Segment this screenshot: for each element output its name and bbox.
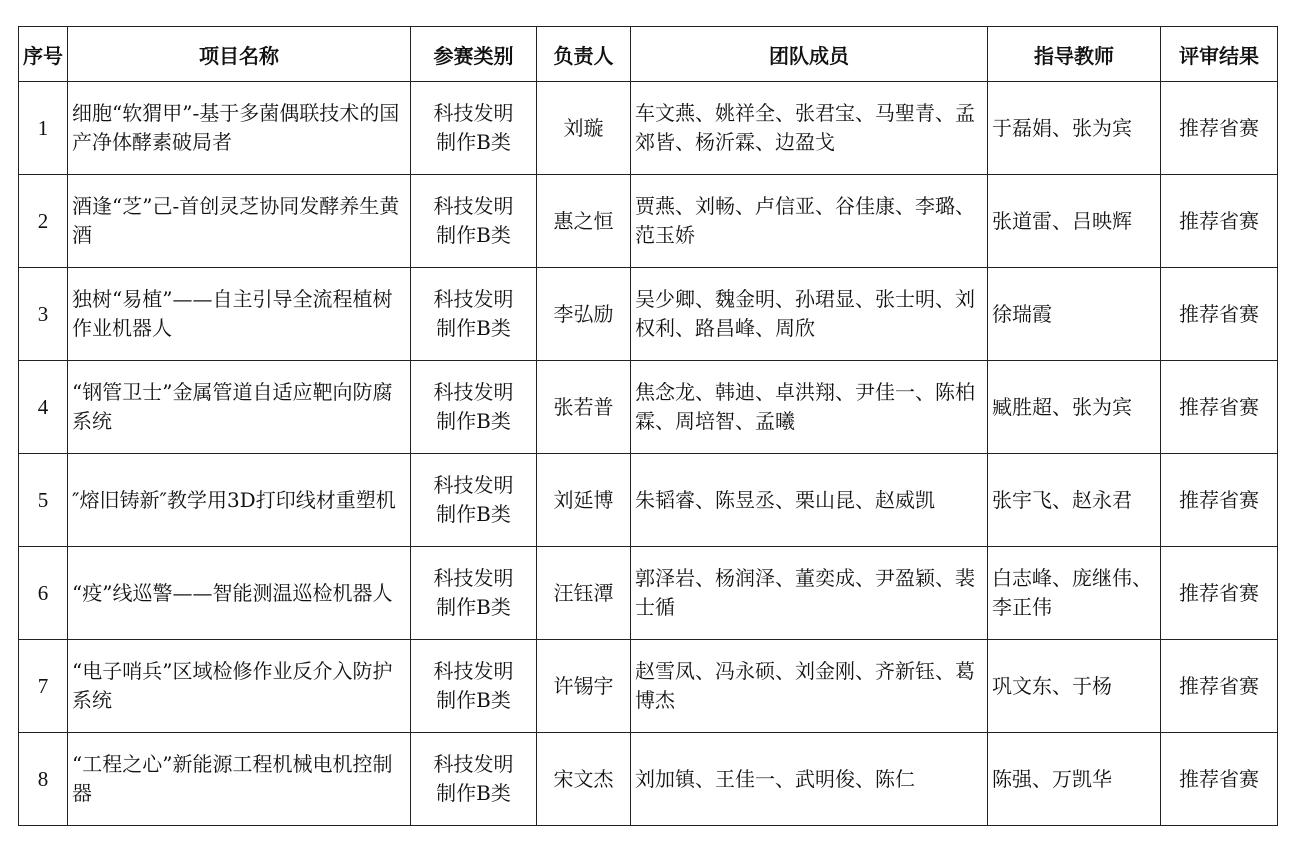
category-line2: 制作B类 xyxy=(436,502,511,526)
table-row xyxy=(19,640,1278,733)
row-project-name: “电子哨兵”区域检修作业反介入防护系统 xyxy=(68,640,411,733)
row-index: 4 xyxy=(19,361,68,454)
row-index: 2 xyxy=(19,175,68,268)
row-category xyxy=(411,175,537,268)
row-project-name: 独树“易植”——自主引导全流程植树作业机器人 xyxy=(68,268,411,361)
row-result: 推荐省赛 xyxy=(1161,454,1278,547)
row-result: 推荐省赛 xyxy=(1161,547,1278,640)
row-index: 7 xyxy=(19,640,68,733)
table-row xyxy=(19,82,1278,175)
row-index: 8 xyxy=(19,733,68,826)
header-team-members: 团队成员 xyxy=(631,27,988,82)
row-advisors: 巩文东、于杨 xyxy=(988,640,1161,733)
row-category xyxy=(411,82,537,175)
row-index: 6 xyxy=(19,547,68,640)
row-leader: 惠之恒 xyxy=(537,175,631,268)
category-line1: 科技发明 xyxy=(433,752,514,776)
row-advisors: 张道雷、吕映辉 xyxy=(988,175,1161,268)
results-table xyxy=(18,26,1278,826)
row-leader: 李弘励 xyxy=(537,268,631,361)
row-leader: 许锡宇 xyxy=(537,640,631,733)
table-row xyxy=(19,361,1278,454)
header-advisors: 指导教师 xyxy=(988,27,1161,82)
row-category xyxy=(411,733,537,826)
category-line1: 科技发明 xyxy=(433,659,514,683)
row-leader: 张若普 xyxy=(537,361,631,454)
row-project-name: 酒逢“芝”己-首创灵芝协同发酵养生黄酒 xyxy=(68,175,411,268)
row-project-name: “疫”线巡警——智能测温巡检机器人 xyxy=(68,547,411,640)
category-line2: 制作B类 xyxy=(436,595,511,619)
header-category: 参赛类别 xyxy=(411,27,537,82)
row-advisors: 张宇飞、赵永君 xyxy=(988,454,1161,547)
row-category xyxy=(411,361,537,454)
row-team-members: 车文燕、姚祥全、张君宝、马聖青、孟郊皆、杨沂霖、边盈戈 xyxy=(631,82,988,175)
row-project-name: “工程之心”新能源工程机械电机控制器 xyxy=(68,733,411,826)
header-leader: 负责人 xyxy=(537,27,631,82)
category-line1: 科技发明 xyxy=(433,473,514,497)
category-line2: 制作B类 xyxy=(436,130,511,154)
table-header-row xyxy=(19,27,1278,82)
row-category xyxy=(411,547,537,640)
table-row xyxy=(19,733,1278,826)
row-leader: 汪钰潭 xyxy=(537,547,631,640)
header-result: 评审结果 xyxy=(1161,27,1278,82)
row-team-members: 刘加镇、王佳一、武明俊、陈仁 xyxy=(631,733,988,826)
header-index: 序号 xyxy=(19,27,68,82)
results-table-container xyxy=(18,26,1277,826)
table-row xyxy=(19,454,1278,547)
row-result: 推荐省赛 xyxy=(1161,361,1278,454)
row-result: 推荐省赛 xyxy=(1161,268,1278,361)
row-category xyxy=(411,640,537,733)
category-line1: 科技发明 xyxy=(433,194,514,218)
row-index: 5 xyxy=(19,454,68,547)
table-row xyxy=(19,268,1278,361)
row-result: 推荐省赛 xyxy=(1161,82,1278,175)
table-row xyxy=(19,547,1278,640)
category-line1: 科技发明 xyxy=(433,101,514,125)
row-team-members: 赵雪凤、冯永硕、刘金刚、齐新钰、葛博杰 xyxy=(631,640,988,733)
row-result: 推荐省赛 xyxy=(1161,175,1278,268)
category-line2: 制作B类 xyxy=(436,316,511,340)
row-team-members: 贾燕、刘畅、卢信亚、谷佳康、李璐、范玉娇 xyxy=(631,175,988,268)
category-line1: 科技发明 xyxy=(433,287,514,311)
row-project-name: 细胞“软猬甲”-基于多菌偶联技术的国产净体酵素破局者 xyxy=(68,82,411,175)
table-row xyxy=(19,175,1278,268)
row-project-name: “钢管卫士”金属管道自适应靶向防腐系统 xyxy=(68,361,411,454)
row-advisors: 于磊娟、张为宾 xyxy=(988,82,1161,175)
row-leader: 宋文杰 xyxy=(537,733,631,826)
row-category xyxy=(411,454,537,547)
row-advisors: 徐瑞霞 xyxy=(988,268,1161,361)
row-advisors: 臧胜超、张为宾 xyxy=(988,361,1161,454)
row-advisors: 白志峰、庞继伟、李正伟 xyxy=(988,547,1161,640)
row-team-members: 朱韬睿、陈昱丞、栗山昆、赵威凯 xyxy=(631,454,988,547)
row-team-members: 焦念龙、韩迪、卓洪翔、尹佳一、陈柏霖、周培智、孟曦 xyxy=(631,361,988,454)
category-line1: 科技发明 xyxy=(433,566,514,590)
category-line1: 科技发明 xyxy=(433,380,514,404)
category-line2: 制作B类 xyxy=(436,781,511,805)
row-team-members: 郭泽岩、杨润泽、董奕成、尹盈颖、裴士循 xyxy=(631,547,988,640)
header-project-name: 项目名称 xyxy=(68,27,411,82)
row-category xyxy=(411,268,537,361)
category-line2: 制作B类 xyxy=(436,223,511,247)
row-leader: 刘延博 xyxy=(537,454,631,547)
row-index: 3 xyxy=(19,268,68,361)
category-line2: 制作B类 xyxy=(436,688,511,712)
row-result: 推荐省赛 xyxy=(1161,733,1278,826)
row-index: 1 xyxy=(19,82,68,175)
row-leader: 刘璇 xyxy=(537,82,631,175)
row-team-members: 吴少卿、魏金明、孙珺显、张士明、刘权利、路昌峰、周欣 xyxy=(631,268,988,361)
category-line2: 制作B类 xyxy=(436,409,511,433)
row-advisors: 陈强、万凯华 xyxy=(988,733,1161,826)
row-result: 推荐省赛 xyxy=(1161,640,1278,733)
row-project-name: ″熔旧铸新″教学用3D打印线材重塑机 xyxy=(68,454,411,547)
